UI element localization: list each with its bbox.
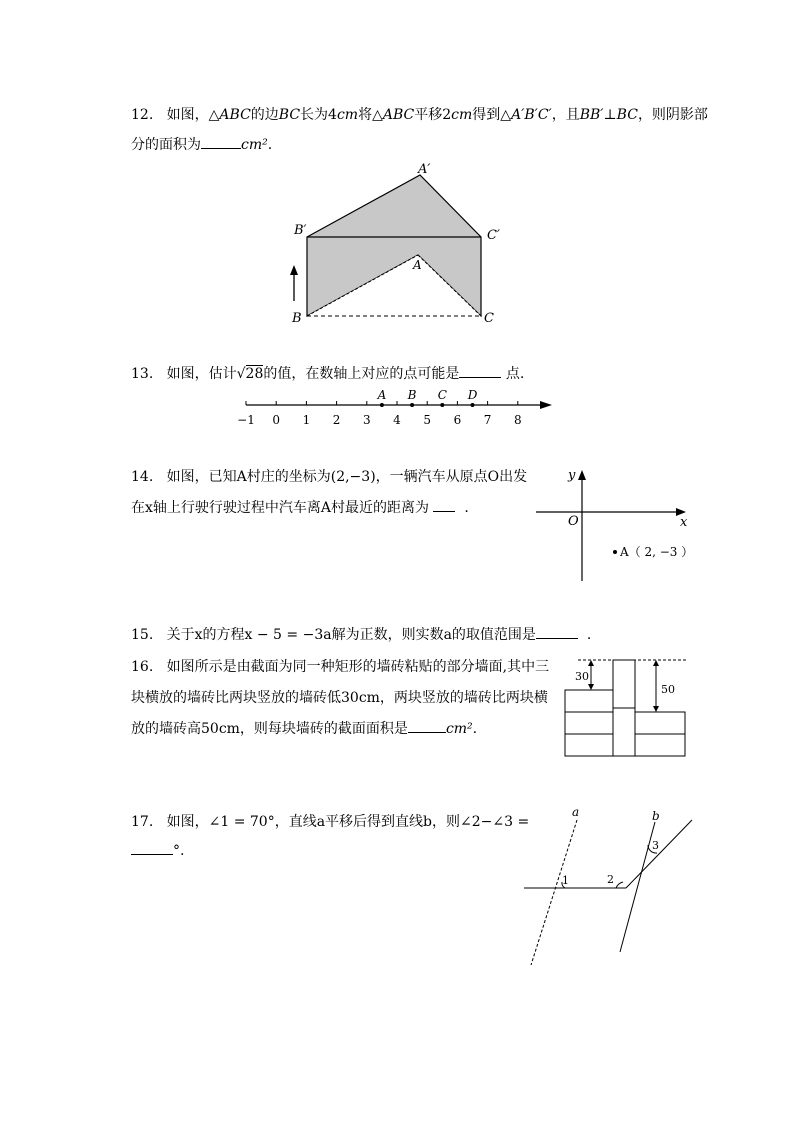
q17-lines-figure	[520, 805, 700, 970]
q13-text-prefix: 如图，估计	[166, 366, 237, 382]
q17-text-line1: 如图，∠1 = 70°，直线a平移后得到直线b，则∠2−∠3 =	[166, 814, 530, 830]
q17-number: 17.	[131, 814, 154, 830]
q17-label-angle3: 3	[652, 839, 659, 852]
q17-line1	[131, 811, 529, 831]
q12-text-line2: 分的面积为	[131, 137, 201, 153]
q13-number: 13.	[131, 366, 154, 382]
q13-point-a	[380, 403, 384, 407]
q17-line-b	[620, 822, 655, 952]
q14-number: 14.	[131, 469, 154, 485]
q12-text-part: 将	[358, 107, 373, 123]
q16-vertical-brick-1	[613, 660, 635, 708]
q13-point-c	[440, 403, 444, 407]
q13-answer-blank[interactable]	[459, 365, 501, 378]
q12-text-part: cm	[451, 107, 473, 123]
q13-tick-label: 0	[272, 413, 281, 427]
q13-point-b	[410, 403, 414, 407]
sqrt-symbol: √	[236, 366, 246, 382]
q13-tick-label: 6	[453, 413, 462, 427]
q12-unit: cm²	[241, 137, 268, 153]
q14-point-a-label: A（ 2, −3 ）	[620, 545, 694, 559]
q13-point-label: D	[467, 388, 478, 402]
q13-tick-label: 3	[362, 413, 371, 427]
q13-number-line	[237, 386, 560, 436]
q14-origin-label: O	[568, 514, 579, 529]
q13-sqrt-value: 28	[245, 366, 264, 382]
q12-label-cprime: C′	[487, 228, 500, 243]
q12-text-part: 平移	[414, 107, 443, 123]
q13-tick-label: 2	[332, 413, 341, 427]
q12-text-part: 长为	[300, 107, 329, 123]
q14-line1	[131, 466, 527, 486]
q16-text-line1: 如图所示是由截面为同一种矩形的墙砖粘贴的部分墙面,其中三	[166, 659, 550, 675]
q12-label-a: A	[413, 258, 422, 272]
q17-label-b: b	[652, 809, 660, 823]
q16-left-brick-2	[565, 712, 613, 734]
q17-line2	[131, 842, 184, 859]
q16-label-30: 30	[575, 670, 589, 683]
q14-answer-blank[interactable]	[433, 499, 455, 512]
q14-x-label: x	[680, 515, 688, 530]
q13-text-suffix: 的值，在数轴上对应的点可能是	[263, 366, 460, 382]
q12-label-aprime: A′	[418, 162, 431, 177]
q13-tick-label: 5	[423, 413, 432, 427]
q13-tick-label: 1	[302, 413, 311, 427]
q12-text-part: ⊥	[603, 107, 617, 123]
q16-left-brick-3	[565, 734, 613, 756]
q16-arrow-50-bottom	[653, 706, 659, 712]
q12-arrowhead	[290, 265, 298, 275]
q12-text-part: 2	[442, 107, 452, 123]
q12-figure	[280, 155, 520, 335]
q16-text-line3: 放的墙砖高50cm，则每块墙砖的截面面积是	[131, 721, 408, 737]
q13-line	[131, 363, 524, 383]
q13-point-label: B	[407, 388, 417, 402]
q13-point-label: C	[437, 388, 447, 402]
q12-text-part: ABC	[382, 107, 415, 123]
q17-degree-end: °.	[173, 843, 185, 859]
q17-label-angle2: 2	[607, 873, 614, 886]
q12-text-part: ，则阴影部	[637, 107, 708, 123]
q16-answer-blank[interactable]	[408, 720, 446, 733]
q12-text-part: 的边	[250, 107, 279, 123]
q16-label-50: 50	[661, 683, 675, 696]
q12-label-b: B	[292, 311, 302, 326]
q13-point-d	[471, 403, 475, 407]
q16-left-brick-1	[565, 690, 613, 712]
q13-tick-label: −1	[237, 413, 255, 427]
q16-vertical-brick-2	[613, 708, 635, 756]
q16-number: 16.	[131, 659, 154, 675]
q12-text-part: 4	[328, 107, 337, 123]
q13-tick-label: 7	[483, 413, 492, 427]
q12-text-part: ，且	[551, 107, 580, 123]
q12-line1	[131, 104, 708, 124]
q16-line3	[131, 718, 477, 738]
q12-label-c: C	[484, 311, 494, 326]
q13-text-end: 点.	[505, 366, 525, 382]
q16-arrow-50-top	[653, 660, 659, 666]
q16-unit: cm².	[445, 721, 478, 737]
q12-text-part: △	[208, 107, 220, 123]
q12-text-part: △	[500, 107, 512, 123]
q16-brick-figure	[560, 655, 695, 765]
q12-text-line1	[167, 107, 708, 123]
q14-text-line1: 如图，已知A村庄的坐标为(2,−3)，一辆汽车从原点O出发	[166, 469, 528, 485]
q12-text-part: △	[372, 107, 383, 123]
q14-y-arrow	[578, 470, 586, 480]
q17-label-a: a	[572, 805, 580, 819]
q15-period: .	[586, 627, 592, 643]
q12-text-part: ABC	[219, 107, 251, 123]
q16-arrow-30-bottom	[588, 684, 594, 690]
q13-point-label: A	[377, 388, 387, 402]
q17-answer-blank[interactable]	[131, 842, 173, 855]
q12-text-part: cm	[336, 107, 359, 123]
q12-number: 12.	[131, 107, 154, 123]
q14-line2	[131, 497, 469, 517]
q13-tick-label: 8	[513, 413, 522, 427]
q15-line	[131, 624, 591, 644]
q13-axis-arrow	[540, 401, 552, 409]
q13-tick-label: 4	[393, 413, 401, 427]
q14-coordinate-figure	[530, 465, 700, 585]
q17-angle2-arc	[616, 882, 623, 888]
q16-text-line2: 块横放的墙砖比两块竖放的墙砖低30cm，两块竖放的墙砖比两块横	[131, 690, 548, 706]
q14-period: .	[464, 500, 469, 516]
q12-text-part: BB′	[579, 107, 604, 123]
q12-line2	[131, 134, 272, 154]
q12-text-part: BC	[616, 107, 638, 123]
q16-right-brick-1	[635, 712, 685, 734]
q14-y-label: y	[568, 468, 576, 483]
q16-line2	[131, 687, 548, 707]
q12-text-part: 如图，	[166, 107, 209, 123]
q14-text-line2: 在x轴上行驶行驶过程中汽车离A村最近的距离为	[131, 500, 430, 516]
q12-text-part: BC	[278, 107, 301, 123]
q12-text-part: A′B′C′	[511, 107, 552, 123]
q15-text: 关于x的方程x − 5 = −3a解为正数，则实数a的取值范围是	[166, 627, 536, 643]
q12-label-bprime: B′	[294, 223, 307, 238]
q16-right-brick-2	[635, 734, 685, 756]
q17-slanted-line	[626, 820, 692, 888]
q12-answer-blank[interactable]	[201, 136, 241, 149]
q16-line1	[131, 656, 549, 676]
q15-number: 15.	[131, 627, 154, 643]
q12-period: .	[267, 137, 273, 153]
q15-answer-blank[interactable]	[536, 626, 578, 639]
q12-text-part: 得到	[472, 107, 501, 123]
q17-line-a	[531, 820, 577, 965]
q16-arrow-30-top	[588, 660, 594, 666]
q14-point-a	[613, 550, 617, 554]
q17-label-angle1: 1	[562, 874, 569, 887]
